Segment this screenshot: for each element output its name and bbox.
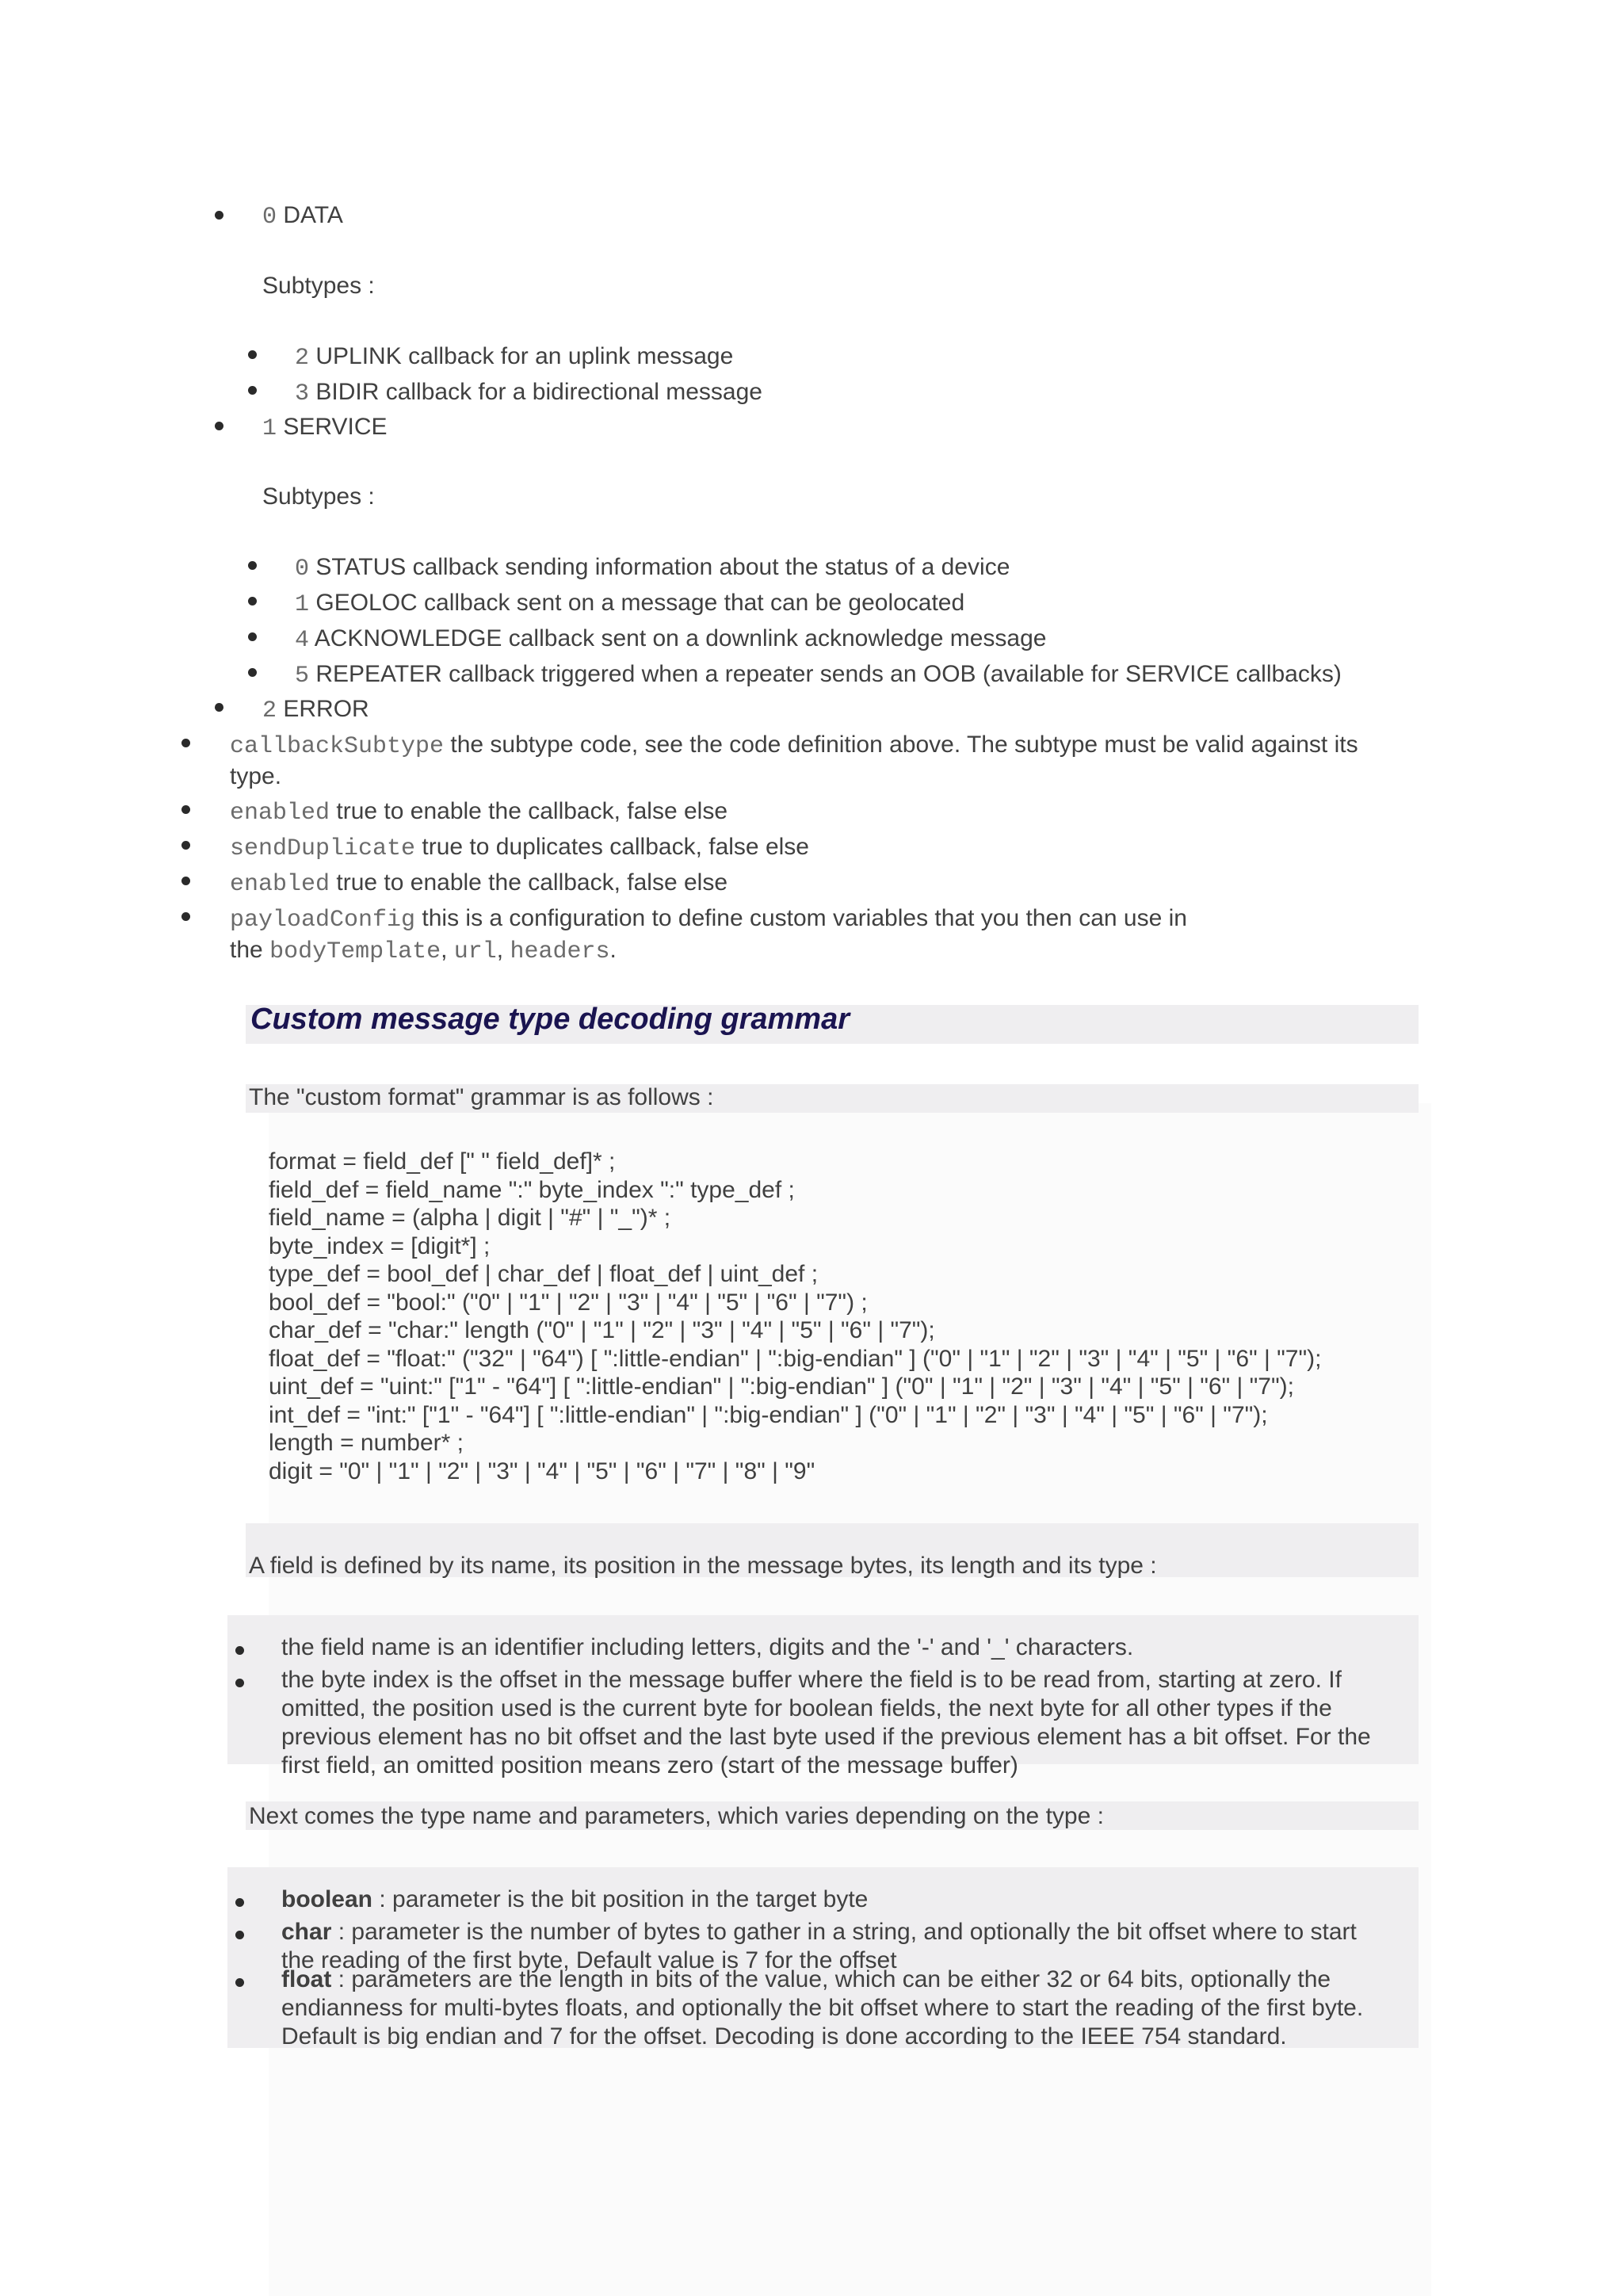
bullet <box>235 1898 244 1907</box>
type-intro: Next comes the type name and parameters, which varies depending on the type : <box>249 1803 1104 1829</box>
field-intro: A field is defined by its name, its position in the message bytes, its length and its type : <box>249 1553 1157 1579</box>
grammar-line: uint_def = "uint:" ["1" - "64"] [ ":little-endian" | ":big-endian" ] ("0" | "1" | "2" | "3" | "4" | "5" | "6" | "7"); <box>269 1373 1294 1400</box>
grammar-line: digit = "0" | "1" | "2" | "3" | "4" | "5" | "6" | "7" | "8" | "9" <box>269 1457 815 1484</box>
bullet <box>181 912 190 921</box>
service-subtype-item: 5 REPEATER callback triggered when a repeater sends an OOB (available for SERVICE callbacks) <box>295 661 1342 690</box>
grammar-line: byte_index = [digit*] ; <box>269 1232 491 1259</box>
bullet <box>215 703 223 712</box>
grammar-line: char_def = "char:" length ("0" | "1" | "2" | "3" | "4" | "5" | "6" | "7"); <box>269 1317 935 1343</box>
type-item-service: 1 SERVICE <box>262 414 388 442</box>
grammar-line: field_def = field_name ":" byte_index ":" type_def ; <box>269 1176 795 1203</box>
grammar-line: bool_def = "bool:" ("0" | "1" | "2" | "3" | "4" | "5" | "6" | "7") ; <box>269 1289 868 1316</box>
grammar-intro: The "custom format" grammar is as follows : <box>249 1084 714 1110</box>
bullet <box>181 739 190 747</box>
type-item-boolean: boolean : parameter is the bit position in the target byte <box>281 1886 869 1912</box>
bullet <box>248 350 257 359</box>
param-sendduplicate: sendDuplicate true to duplicates callback, false else <box>230 834 809 862</box>
type-item-data: 0 DATA <box>262 202 343 231</box>
grammar-line: field_name = (alpha | digit | "#" | "_")* ; <box>269 1205 671 1231</box>
type-item-float: float : parameters are the length in bits of the value, which can be either 32 or 64 bits, optionally the endianness for multi-bytes floats, and optionally the bit offset where to start the reading of the first byte. Default is big endian and 7 for the offset. Decoding is done according to the IEEE 754 standard. <box>281 1966 1364 2050</box>
bullet <box>181 841 190 850</box>
field-item-byte-index: the byte index is the offset in the message buffer where the field is to be read from, starting at zero. If omitted, the position used is the current byte for boolean fields, the next byte for all other types if the previous element has no bit offset and the last byte used if the previous element has a bit offset. For the first field, an omitted position means zero (start of the message buffer) <box>281 1667 1371 1778</box>
bullet <box>181 877 190 885</box>
param-payloadconfig-cont: the bodyTemplate, url, headers. <box>230 937 617 965</box>
subtypes-label: Subtypes : <box>262 273 375 299</box>
bullet <box>248 597 257 606</box>
bullet <box>235 1646 244 1655</box>
grammar-line: format = field_def [" " field_def]* ; <box>269 1148 616 1175</box>
service-subtype-item: 0 STATUS callback sending information about the status of a device <box>295 554 1010 583</box>
data-subtype-item: 3 BIDIR callback for a bidirectional message <box>295 379 762 407</box>
grammar-line: int_def = "int:" ["1" - "64"] [ ":little-endian" | ":big-endian" ] ("0" | "1" | "2" | "3" | "4" | "5" | "6" | "7"); <box>269 1401 1268 1428</box>
bullet <box>248 561 257 570</box>
grammar-line: length = number* ; <box>269 1430 464 1456</box>
bullet <box>235 1978 244 1987</box>
type-item-error: 2 ERROR <box>262 696 369 724</box>
service-subtype-item: 1 GEOLOC callback sent on a message that can be geolocated <box>295 590 965 618</box>
bullet <box>248 668 257 677</box>
bullet <box>215 422 223 430</box>
param-callbacksubtype: callbackSubtype the subtype code, see the code definition above. The subtype must be valid against its <box>230 732 1358 760</box>
grammar-line: type_def = bool_def | char_def | float_def | uint_def ; <box>269 1261 819 1287</box>
field-item-name: the field name is an identifier including letters, digits and the '-' and '_' characters. <box>281 1634 1134 1660</box>
bullet <box>215 211 223 220</box>
data-subtype-item: 2 UPLINK callback for an uplink message <box>295 343 734 372</box>
param-payloadconfig: payloadConfig this is a configuration to define custom variables that you then can use in <box>230 905 1187 934</box>
param-callbacksubtype-cont: type. <box>230 763 282 789</box>
bullet <box>235 1931 244 1939</box>
service-subtype-item: 4 ACKNOWLEDGE callback sent on a downlink acknowledge message <box>295 625 1047 654</box>
bullet <box>248 386 257 395</box>
param-enabled: enabled true to enable the callback, false else <box>230 869 728 898</box>
param-enabled: enabled true to enable the callback, false else <box>230 798 728 827</box>
type-item-char: char : parameter is the number of bytes to gather in a string, and optionally the bit offset where to start the reading of the first byte, Default value is 7 for the offset <box>281 1919 1357 1973</box>
bullet <box>181 805 190 814</box>
bullet <box>235 1679 244 1687</box>
subtypes-label: Subtypes : <box>262 483 375 510</box>
bullet <box>248 632 257 641</box>
grammar-line: float_def = "float:" ("32" | "64") [ ":little-endian" | ":big-endian" ] ("0" | "1" | "2" | "3" | "4" | "5" | "6" | "7"); <box>269 1345 1322 1372</box>
grammar-code-block <box>269 1148 1321 1485</box>
section-heading: Custom message type decoding grammar <box>250 1003 850 1036</box>
